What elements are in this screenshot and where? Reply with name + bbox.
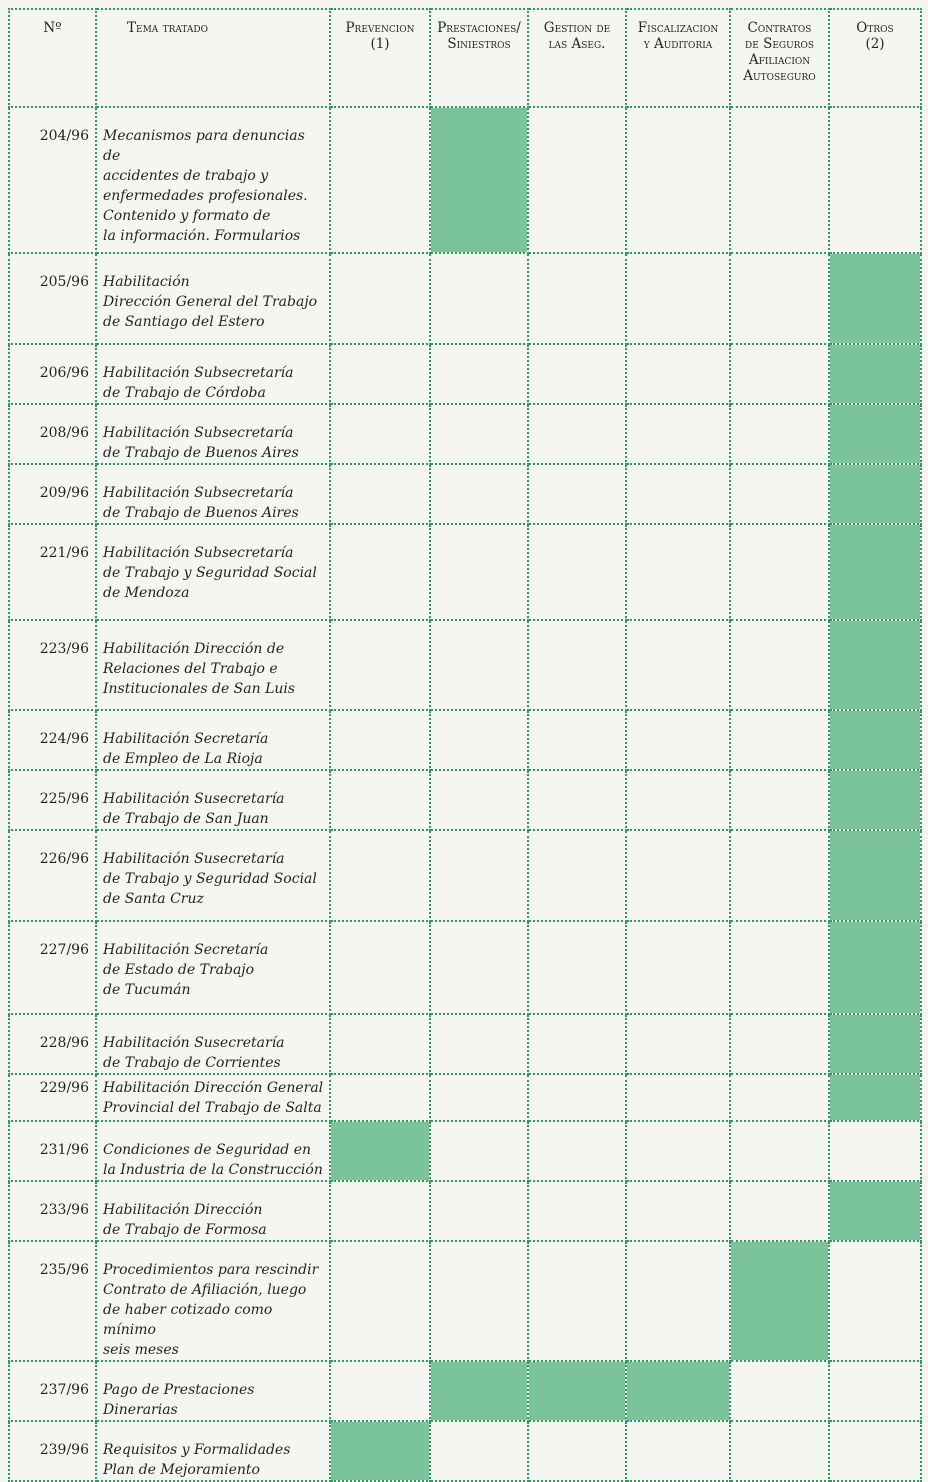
table-row — [9, 1421, 921, 1481]
fiscalizacion-cell — [626, 107, 730, 253]
topic-line: accidentes de trabajo y — [103, 168, 269, 184]
topic-line: Habilitación Dirección — [103, 1202, 263, 1218]
header-prevencion-line2: (1) — [370, 36, 390, 52]
fiscalizacion-cell — [626, 1014, 730, 1074]
resolutions-table — [8, 8, 922, 1482]
contratos-cell — [730, 710, 829, 770]
gestion-cell — [528, 464, 626, 524]
topic-line: de Trabajo de Buenos Aires — [103, 445, 299, 461]
resolution-topic — [96, 1121, 330, 1181]
contratos-cell — [730, 830, 829, 921]
prevencion-cell-marked — [330, 1421, 430, 1481]
topic-line: de Trabajo de Córdoba — [103, 385, 266, 401]
gestion-cell — [528, 770, 626, 830]
topic-line: de Estado de Trabajo — [103, 962, 255, 978]
topic-line: la información. Formularios — [103, 228, 301, 244]
fiscalizacion-cell-marked — [626, 1361, 730, 1421]
table-row — [9, 830, 921, 921]
topic-line: Habilitación Subsecretaría — [103, 425, 294, 441]
contratos-cell — [730, 620, 829, 710]
table-row — [9, 1241, 921, 1361]
otros-cell-marked — [829, 253, 921, 344]
fiscalizacion-cell — [626, 620, 730, 710]
resolution-number: 231/96 — [9, 1121, 96, 1181]
fiscalizacion-cell — [626, 1241, 730, 1361]
header-fiscalizacion-line1: Fiscalizacion — [637, 20, 719, 36]
topic-line: Habilitación — [103, 274, 190, 290]
otros-cell-marked — [829, 1074, 921, 1121]
prestaciones-cell — [430, 830, 528, 921]
header-prestaciones — [430, 9, 528, 107]
table-row — [9, 1361, 921, 1421]
header-row — [9, 9, 921, 107]
resolution-topic — [96, 770, 330, 830]
topic-line: de Trabajo de Formosa — [103, 1222, 267, 1238]
gestion-cell-marked — [528, 1361, 626, 1421]
prestaciones-cell — [430, 1421, 528, 1481]
header-contratos-line2: de Seguros — [745, 36, 814, 52]
contratos-cell — [730, 1181, 829, 1241]
resolution-number: 239/96 — [9, 1421, 96, 1481]
prestaciones-cell — [430, 464, 528, 524]
fiscalizacion-cell — [626, 710, 730, 770]
header-otros — [829, 9, 921, 107]
fiscalizacion-cell — [626, 770, 730, 830]
fiscalizacion-cell — [626, 253, 730, 344]
resolution-topic — [96, 620, 330, 710]
otros-cell-marked — [829, 404, 921, 464]
gestion-cell — [528, 253, 626, 344]
header-tema-label: Tema tratado — [127, 20, 208, 36]
prestaciones-cell — [430, 921, 528, 1014]
table-row — [9, 1121, 921, 1181]
gestion-cell — [528, 1421, 626, 1481]
gestion-cell — [528, 620, 626, 710]
topic-line: Habilitación Subsecretaría — [103, 365, 294, 381]
topic-line: Contrato de Afiliación, luego — [103, 1282, 307, 1298]
resolution-number: 223/96 — [9, 620, 96, 710]
resolution-number: 221/96 — [9, 524, 96, 620]
topic-line: de Trabajo y Seguridad Social — [103, 871, 317, 887]
fiscalizacion-cell — [626, 1121, 730, 1181]
fiscalizacion-cell — [626, 404, 730, 464]
header-gestion-line2: las Aseg. — [548, 36, 606, 52]
resolution-topic — [96, 107, 330, 253]
otros-cell-marked — [829, 620, 921, 710]
otros-cell — [829, 1421, 921, 1481]
otros-cell-marked — [829, 344, 921, 404]
table-row — [9, 524, 921, 620]
resolution-number: 227/96 — [9, 921, 96, 1014]
fiscalizacion-cell — [626, 921, 730, 1014]
table-row — [9, 770, 921, 830]
topic-line: de Santiago del Estero — [103, 314, 265, 330]
fiscalizacion-cell — [626, 524, 730, 620]
prevencion-cell-marked — [330, 1121, 430, 1181]
prestaciones-cell — [430, 1181, 528, 1241]
topic-line: Mecanismos para denuncias de — [103, 128, 305, 164]
resolution-topic — [96, 253, 330, 344]
resolution-number: 206/96 — [9, 344, 96, 404]
topic-line: la Industria de la Construcción — [103, 1162, 323, 1178]
prevencion-cell — [330, 344, 430, 404]
header-contratos-line3: Afiliacion — [748, 52, 811, 68]
otros-cell — [829, 1361, 921, 1421]
topic-line: Habilitación Susecretaría — [103, 851, 285, 867]
fiscalizacion-cell — [626, 1181, 730, 1241]
prevencion-cell — [330, 1361, 430, 1421]
table-body — [9, 107, 921, 1481]
resolution-topic — [96, 710, 330, 770]
resolution-topic — [96, 1014, 330, 1074]
gestion-cell — [528, 1181, 626, 1241]
topic-line: Relaciones del Trabajo e — [103, 661, 278, 677]
topic-line: de Trabajo de Corrientes — [103, 1055, 281, 1071]
table-row — [9, 921, 921, 1014]
prevencion-cell — [330, 830, 430, 921]
resolution-number: 237/96 — [9, 1361, 96, 1421]
header-fiscalizacion-line2: y Auditoria — [643, 36, 713, 52]
topic-line: de Mendoza — [103, 585, 190, 601]
contratos-cell — [730, 464, 829, 524]
topic-line: Provincial del Trabajo de Salta — [103, 1100, 322, 1116]
header-prestaciones-line1: Prestaciones/ — [437, 20, 521, 36]
contratos-cell — [730, 524, 829, 620]
topic-line: Plan de Mejoramiento — [103, 1462, 260, 1478]
gestion-cell — [528, 1121, 626, 1181]
prevencion-cell — [330, 1241, 430, 1361]
prestaciones-cell-marked — [430, 107, 528, 253]
header-gestion-line1: Gestion de — [543, 20, 611, 36]
gestion-cell — [528, 830, 626, 921]
prevencion-cell — [330, 404, 430, 464]
resolution-topic — [96, 830, 330, 921]
topic-line: Condiciones de Seguridad en — [103, 1142, 312, 1158]
prestaciones-cell — [430, 1241, 528, 1361]
header-prevencion-line1: Prevencion — [345, 20, 415, 36]
resolution-topic — [96, 464, 330, 524]
topic-line: Habilitación Subsecretaría — [103, 485, 294, 501]
fiscalizacion-cell — [626, 830, 730, 921]
contratos-cell — [730, 344, 829, 404]
otros-cell-marked — [829, 770, 921, 830]
contratos-cell — [730, 1121, 829, 1181]
topic-line: Dirección General del Trabajo — [103, 294, 318, 310]
topic-line: Institucionales de San Luis — [103, 681, 296, 697]
fiscalizacion-cell — [626, 1421, 730, 1481]
prevencion-cell — [330, 1014, 430, 1074]
prevencion-cell — [330, 710, 430, 770]
topic-line: Habilitación Susecretaría — [103, 791, 285, 807]
topic-line: Procedimientos para rescindir — [103, 1262, 319, 1278]
otros-cell-marked — [829, 921, 921, 1014]
resolution-number: 235/96 — [9, 1241, 96, 1361]
contratos-cell — [730, 107, 829, 253]
resolution-topic — [96, 1361, 330, 1421]
topic-line: de haber cotizado como mínimo — [103, 1302, 273, 1338]
gestion-cell — [528, 710, 626, 770]
contratos-cell — [730, 921, 829, 1014]
contratos-cell — [730, 1074, 829, 1121]
topic-line: Pago de Prestaciones Dinerarias — [103, 1382, 255, 1418]
header-tema — [96, 9, 330, 107]
resolution-topic — [96, 344, 330, 404]
prevencion-cell — [330, 770, 430, 830]
topic-line: Habilitación Dirección de — [103, 641, 285, 657]
resolution-number: 229/96 — [9, 1074, 96, 1121]
resolution-number: 209/96 — [9, 464, 96, 524]
fiscalizacion-cell — [626, 1074, 730, 1121]
table-row — [9, 464, 921, 524]
header-prevencion — [330, 9, 430, 107]
resolution-topic — [96, 524, 330, 620]
resolution-topic — [96, 1074, 330, 1121]
otros-cell-marked — [829, 524, 921, 620]
table-row — [9, 107, 921, 253]
topic-line: de Empleo de La Rioja — [103, 751, 263, 767]
table-row — [9, 1181, 921, 1241]
topic-line: de Tucumán — [103, 982, 191, 998]
resolution-number: 208/96 — [9, 404, 96, 464]
gestion-cell — [528, 1241, 626, 1361]
table-row — [9, 710, 921, 770]
gestion-cell — [528, 524, 626, 620]
prevencion-cell — [330, 524, 430, 620]
topic-line: enfermedades profesionales. — [103, 188, 308, 204]
gestion-cell — [528, 404, 626, 464]
prestaciones-cell — [430, 253, 528, 344]
prestaciones-cell — [430, 770, 528, 830]
header-otros-line2: (2) — [865, 36, 885, 52]
resolution-number: 225/96 — [9, 770, 96, 830]
resolution-number: 226/96 — [9, 830, 96, 921]
otros-cell-marked — [829, 1181, 921, 1241]
resolution-number: 204/96 — [9, 107, 96, 253]
header-contratos — [730, 9, 829, 107]
prestaciones-cell — [430, 344, 528, 404]
otros-cell-marked — [829, 830, 921, 921]
topic-line: de Trabajo y Seguridad Social — [103, 565, 317, 581]
otros-cell-marked — [829, 1014, 921, 1074]
resolution-topic — [96, 404, 330, 464]
header-gestion — [528, 9, 626, 107]
prestaciones-cell — [430, 1074, 528, 1121]
prevencion-cell — [330, 107, 430, 253]
otros-cell — [829, 107, 921, 253]
table-row — [9, 620, 921, 710]
resolution-number: 233/96 — [9, 1181, 96, 1241]
gestion-cell — [528, 107, 626, 253]
prestaciones-cell — [430, 404, 528, 464]
table-row — [9, 1014, 921, 1074]
header-contratos-line4: Autoseguro — [743, 68, 816, 84]
otros-cell — [829, 1241, 921, 1361]
header-fiscalizacion — [626, 9, 730, 107]
resolution-topic — [96, 921, 330, 1014]
table-row — [9, 1074, 921, 1121]
gestion-cell — [528, 344, 626, 404]
otros-cell-marked — [829, 710, 921, 770]
prevencion-cell — [330, 1181, 430, 1241]
topic-line: Habilitación Susecretaría — [103, 1035, 285, 1051]
header-contratos-line1: Contratos — [747, 20, 812, 36]
topic-line: Contenido y formato de — [103, 208, 271, 224]
header-num-label: Nº — [43, 20, 62, 36]
table-row — [9, 404, 921, 464]
resolution-number: 228/96 — [9, 1014, 96, 1074]
prevencion-cell — [330, 620, 430, 710]
prestaciones-cell — [430, 620, 528, 710]
fiscalizacion-cell — [626, 464, 730, 524]
prevencion-cell — [330, 921, 430, 1014]
prevencion-cell — [330, 1074, 430, 1121]
topic-line: Habilitación Secretaría — [103, 942, 269, 958]
contratos-cell-marked — [730, 1241, 829, 1361]
contratos-cell — [730, 770, 829, 830]
topic-line: Habilitación Subsecretaría — [103, 545, 294, 561]
prevencion-cell — [330, 253, 430, 344]
topic-line: de Trabajo de Buenos Aires — [103, 505, 299, 521]
topic-line: Requisitos y Formalidades — [103, 1442, 291, 1458]
prestaciones-cell — [430, 524, 528, 620]
resolution-topic — [96, 1181, 330, 1241]
contratos-cell — [730, 1421, 829, 1481]
fiscalizacion-cell — [626, 344, 730, 404]
contratos-cell — [730, 1361, 829, 1421]
table-row — [9, 344, 921, 404]
topic-line: de Santa Cruz — [103, 891, 204, 907]
gestion-cell — [528, 921, 626, 1014]
gestion-cell — [528, 1074, 626, 1121]
resolution-number: 224/96 — [9, 710, 96, 770]
prestaciones-cell-marked — [430, 1361, 528, 1421]
prestaciones-cell — [430, 710, 528, 770]
otros-cell — [829, 1121, 921, 1181]
header-prestaciones-line2: Siniestros — [447, 36, 511, 52]
prevencion-cell — [330, 464, 430, 524]
contratos-cell — [730, 1014, 829, 1074]
otros-cell-marked — [829, 464, 921, 524]
gestion-cell — [528, 1014, 626, 1074]
topic-line: Habilitación Secretaría — [103, 731, 269, 747]
topic-line: seis meses — [103, 1342, 179, 1358]
table-row — [9, 253, 921, 344]
resolution-topic — [96, 1241, 330, 1361]
topic-line: Habilitación Dirección General — [103, 1080, 324, 1096]
header-num — [9, 9, 96, 107]
contratos-cell — [730, 404, 829, 464]
topic-line: de Trabajo de San Juan — [103, 811, 269, 827]
resolution-topic — [96, 1421, 330, 1481]
prestaciones-cell — [430, 1014, 528, 1074]
contratos-cell — [730, 253, 829, 344]
header-otros-line1: Otros — [856, 20, 894, 36]
resolution-number: 205/96 — [9, 253, 96, 344]
prestaciones-cell — [430, 1121, 528, 1181]
